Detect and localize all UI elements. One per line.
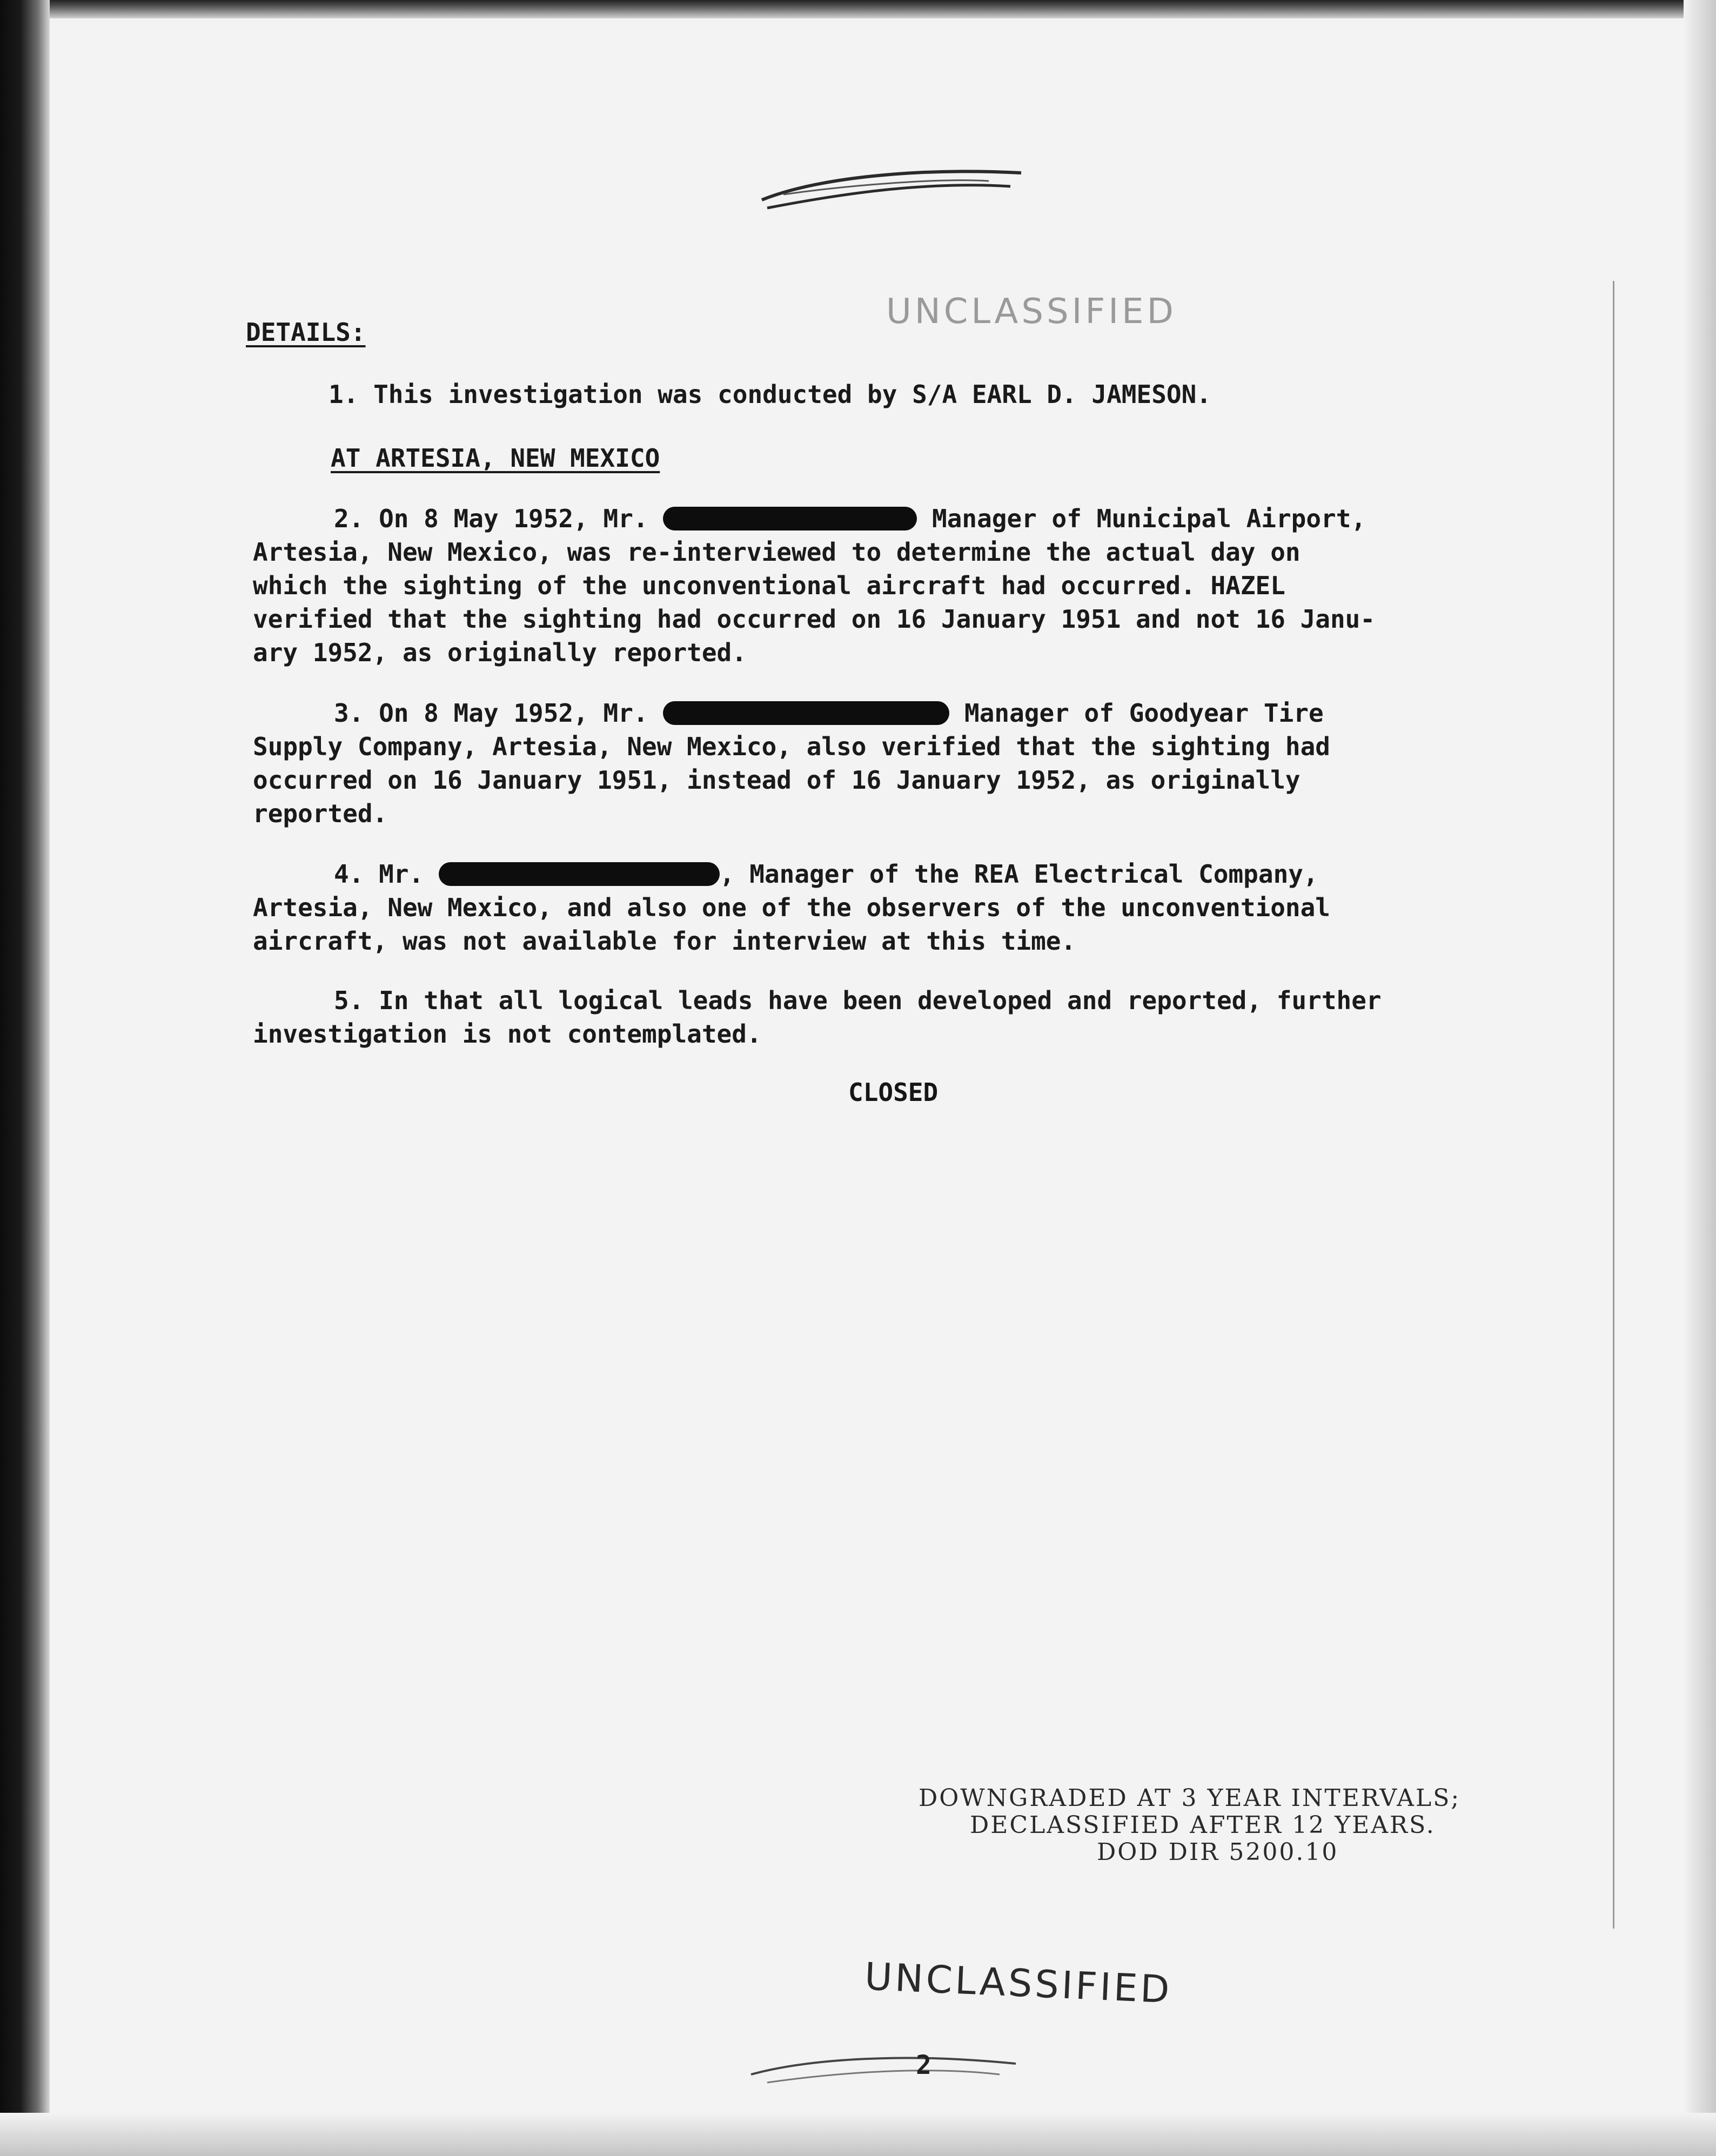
scan-top-edge (0, 0, 1716, 18)
paragraph-3-line-2: Supply Company, Artesia, New Mexico, also verified that the sighting had (253, 732, 1330, 761)
redaction-bar (439, 862, 720, 886)
paragraph-3-line-3: occurred on 16 January 1951, instead of 16 January 1952, as originally (253, 765, 1301, 795)
paragraph-2-line-2: Artesia, New Mexico, was re-interviewed to determine the actual day on (253, 538, 1301, 567)
paragraph-3-line-4: reported. (253, 799, 388, 828)
page-number: 2 (916, 2050, 931, 2080)
paragraph-2-line-1 (334, 502, 1366, 535)
page-margin-rule (1613, 281, 1614, 1929)
paragraph-3-line-1-end: Manager of Goodyear Tire (964, 698, 1324, 728)
paragraph-4-line-3: aircraft, was not available for interview at this time. (253, 926, 1076, 956)
paragraph-4-line-1 (334, 858, 1318, 890)
paragraph-2-line-1-start: 2. On 8 May 1952, Mr. (334, 504, 648, 533)
paragraph-4-line-1-end: , Manager of the REA Electrical Company, (719, 859, 1318, 889)
classification-stamp-top: UNCLASSIFIED (886, 292, 1177, 332)
paragraph-4-line-2: Artesia, New Mexico, and also one of the observers of the unconventional (253, 893, 1330, 922)
redaction-bar (663, 701, 949, 725)
paragraph-1: 1. This investigation was conducted by S/A EARL D. JAMESON. (329, 380, 1211, 409)
downgrade-notice-line-1: DOWNGRADED AT 3 YEAR INTERVALS; (919, 1784, 1461, 1812)
crossed-out-classification-mark (751, 157, 1032, 221)
details-heading: DETAILS: (246, 318, 366, 347)
paragraph-5-line-1: 5. In that all logical leads have been developed and reported, further (334, 986, 1382, 1015)
downgrade-notice-line-3: DOD DIR 5200.10 (1097, 1838, 1339, 1866)
paragraph-3-line-1-start: 3. On 8 May 1952, Mr. (334, 698, 648, 728)
scan-bottom-edge (0, 2113, 1716, 2156)
bottom-scribble-mark (746, 2042, 1027, 2091)
paragraph-2-line-1-end: Manager of Municipal Airport, (932, 504, 1366, 533)
classification-stamp-bottom: UNCLASSIFIED (863, 1954, 1174, 2012)
paragraph-5-line-2: investigation is not contemplated. (253, 1019, 762, 1049)
downgrade-notice-line-2: DECLASSIFIED AFTER 12 YEARS. (970, 1811, 1436, 1839)
closed-status: CLOSED (848, 1078, 939, 1107)
scan-right-edge (1684, 0, 1716, 2156)
paragraph-2-line-4: verified that the sighting had occurred on 16 January 1951 and not 16 Janu- (253, 605, 1376, 634)
paragraph-3-line-1 (334, 697, 1324, 729)
redaction-bar (663, 507, 917, 530)
paragraph-2-line-3: which the sighting of the unconventional aircraft had occurred. HAZEL (253, 571, 1285, 600)
scan-left-edge (0, 0, 50, 2156)
location-heading: AT ARTESIA, NEW MEXICO (331, 444, 660, 473)
paragraph-4-line-1-start: 4. Mr. (334, 859, 424, 889)
paragraph-2-line-5: ary 1952, as originally reported. (253, 638, 747, 667)
